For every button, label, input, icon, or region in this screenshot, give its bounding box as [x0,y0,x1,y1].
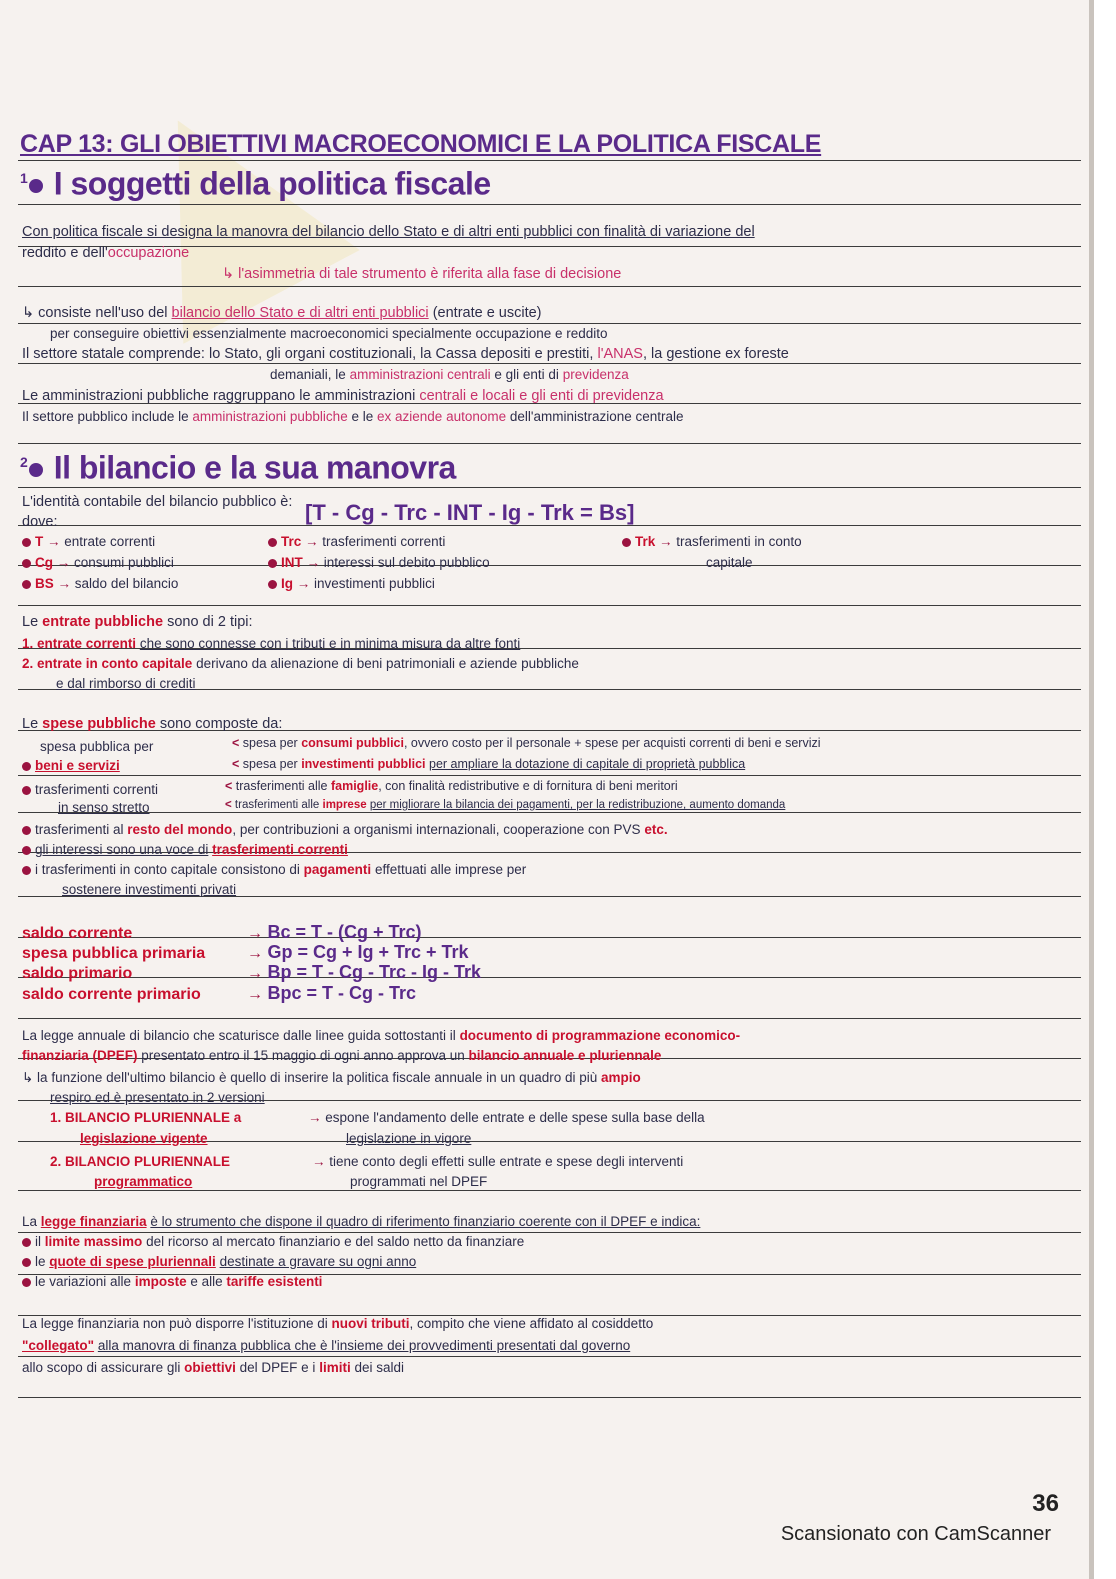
bilancio-pluriennale-1-b: legislazione vigente [80,1131,208,1146]
page-number: 36 [1032,1490,1059,1517]
spesa-pubblica-primaria: spesa pubblica primaria → Gp = Cg + Ig + Trc + Trk [22,942,469,962]
ruled-line [18,565,1081,566]
ruled-line [18,1018,1081,1019]
bullet-icon [29,463,43,477]
ruled-line [18,204,1081,205]
collegato-3: allo scopo di assicurare gli obiettivi del DPEF e i limiti dei saldi [22,1360,404,1375]
legge-bilancio-2: finanziaria (DPEF) presentato entro il 15 maggio di ogni anno approva un bilancio annuale e pluriennale [22,1048,662,1063]
s1-line-4: ↳ consiste nell'uso del bilancio dello Stato e di altri enti pubblici (entrate e uscite) [22,305,542,321]
bilancio-pluriennale-2: 2. BILANCIO PLURIENNALE [50,1154,231,1169]
s1-line-6: Il settore statale comprende: lo Stato, gli organi costituzionali, la Cassa depositi e prestiti, l'ANAS, la gestione ex foreste [22,346,789,362]
spese-1-detail-1: < spesa per consumi pubblici, ovvero costo per il personale + spese per acquisti correnti di beni e servizi [232,736,821,750]
saldo-primario: saldo primario → Bp = T - Cg - Trc - Ig - Trk [22,962,481,982]
entrate-item-2-cont: e dal rimborso di crediti [56,676,196,691]
legend-INT: INT → interessi sul debito pubblico [268,553,490,573]
s1-line-2: reddito e dell'occupazione [22,245,190,261]
spese-1-detail-2: < spesa per investimenti pubblici per ampliare la dotazione di capitale di proprietà pubblica [232,757,746,771]
ruled-line [18,443,1081,444]
section-2-number: 2 [20,454,28,470]
scanner-credit: Scansionato con CamScanner [780,1523,1051,1545]
legend-Trc: Trc → trasferimenti correnti [268,532,445,552]
section-1-title: I soggetti della politica fiscale [53,165,491,202]
section-2-heading [20,449,456,486]
bilancio-pluriennale-2-desc-2: programmati nel DPEF [350,1174,488,1189]
entrate-intro: Le entrate pubbliche sono di 2 tipi: [22,614,253,630]
bilancio-pluriennale-1-desc: → espone l'andamento delle entrate e delle spese sulla base della [308,1110,705,1125]
s1-line-7: demaniali, le amministrazioni centrali e gli enti di previdenza [270,367,629,382]
section-2-title: Il bilancio e la sua manovra [53,449,456,486]
bilancio-pluriennale-1: 1. BILANCIO PLURIENNALE a [50,1110,242,1125]
spese-1-label-2: beni e servizi [22,756,120,776]
bilancio-pluriennale-1-desc-2: legislazione in vigore [346,1131,472,1146]
ruled-line [18,160,1081,161]
legend-BS: BS → saldo del bilancio [22,574,178,594]
s1-line-3: ↳ l'asimmetria di tale strumento è riferita alla fase di decisione [222,266,622,282]
spese-2-detail-2: < trasferimenti alle imprese per migliorare la bilancia dei pagamenti, per la redistribuzione, aumento domanda [225,799,786,811]
ruled-line [18,487,1081,488]
spese-5-cont: sostenere investimenti privati [62,882,237,897]
collegato-1: La legge finanziaria non può disporre l'istituzione di nuovi tributi, compito che viene affidato al cosiddetto [22,1316,654,1331]
legend-Ig: Ig → investimenti pubblici [268,574,435,594]
legend-T: T → entrate correnti [22,532,155,552]
budget-identity-formula: [T - Cg - Trc - INT - Ig - Trk = Bs] [305,500,635,525]
legge-finanziaria-3: le quote di spese pluriennali destinate a gravare su ogni anno [22,1252,416,1272]
legend-Trk-cont: capitale [706,555,753,570]
s1-line-1: Con politica fiscale si designa la manovra del bilancio dello Stato e di altri enti pubblici con finalità di variazione del [22,224,755,240]
entrate-item-1: 1. entrate correnti che sono connesse con i tributi e in minima misura da altre fonti [22,636,521,651]
chapter-title: CAP 13: GLI OBIETTIVI MACROECONOMICI E LA POLITICA FISCALE [20,130,822,158]
ruled-line [18,1397,1081,1398]
entrate-item-2: 2. entrate in conto capitale derivano da alienazione di beni patrimoniali e aziende pubbliche [22,656,579,671]
ruled-line [18,605,1081,606]
legge-bilancio-3: ↳ la funzione dell'ultimo bilancio è quello di inserire la politica fiscale annuale in un quadro di più ampio [22,1070,641,1085]
s1-line-9: Il settore pubblico include le amministrazioni pubbliche e le ex aziende autonome dell'amministrazione centrale [22,409,684,424]
spese-2-label-2: in senso stretto [58,800,150,815]
legge-finanziaria-2: il limite massimo del ricorso al mercato finanziario e del saldo netto da finanziare [22,1232,524,1252]
spese-2-label: trasferimenti correnti [22,780,158,800]
spese-1-label: spesa pubblica per [40,739,154,754]
s1-line-5: per conseguire obiettivi essenzialmente macroeconomici specialmente occupazione e reddito [50,326,608,341]
spese-5: i trasferimenti in conto capitale consistono di pagamenti effettuati alle imprese per [22,860,526,880]
spese-intro: Le spese pubbliche sono composte da: [22,716,283,732]
section-1-number: 1 [20,170,28,186]
s1-line-8: Le amministrazioni pubbliche raggruppano le amministrazioni centrali e locali e gli enti di previdenza [22,388,664,404]
spese-4: gli interessi sono una voce di trasferimenti correnti [22,840,348,860]
spese-2-detail-1: < trasferimenti alle famiglie, con finalità redistributive e di fornitura di beni meritori [225,779,678,793]
s2-identity-intro: L'identità contabile del bilancio pubblico è: [22,494,293,510]
bullet-icon [29,179,43,193]
spese-3: trasferimenti al resto del mondo, per contribuzioni a organismi internazionali, cooperazione con PVS etc. [22,820,668,840]
saldo-corrente-primario: saldo corrente primario → Bpc = T - Cg - Trc [22,983,416,1003]
ruled-line [18,286,1081,287]
s2-dove: dove: [22,514,58,530]
legge-bilancio-4: respiro ed è presentato in 2 versioni [50,1090,265,1105]
saldo-corrente: saldo corrente → Bc = T - (Cg + Trc) [22,922,422,942]
legend-Trk: Trk → trasferimenti in conto [622,532,802,552]
bilancio-pluriennale-2-desc: → tiene conto degli effetti sulle entrate e spese degli interventi [312,1154,684,1169]
ruled-line [18,525,1081,526]
bilancio-pluriennale-2-b: programmatico [94,1174,193,1189]
section-1-heading [20,165,491,202]
ruled-line [18,1356,1081,1357]
legend-Cg: Cg → consumi pubblici [22,553,174,573]
legge-finanziaria-4: le variazioni alle imposte e alle tariffe esistenti [22,1272,322,1292]
legge-bilancio-1: La legge annuale di bilancio che scaturisce dalle linee guida sottostanti il documento di programmazione economico- [22,1028,741,1043]
collegato-2: "collegato" alla manovra di finanza pubblica che è l'insieme dei provvedimenti presentati dal governo [22,1338,631,1353]
legge-finanziaria-1: La legge finanziaria è lo strumento che dispone il quadro di riferimento finanziario coerente con il DPEF e indica: [22,1214,701,1229]
